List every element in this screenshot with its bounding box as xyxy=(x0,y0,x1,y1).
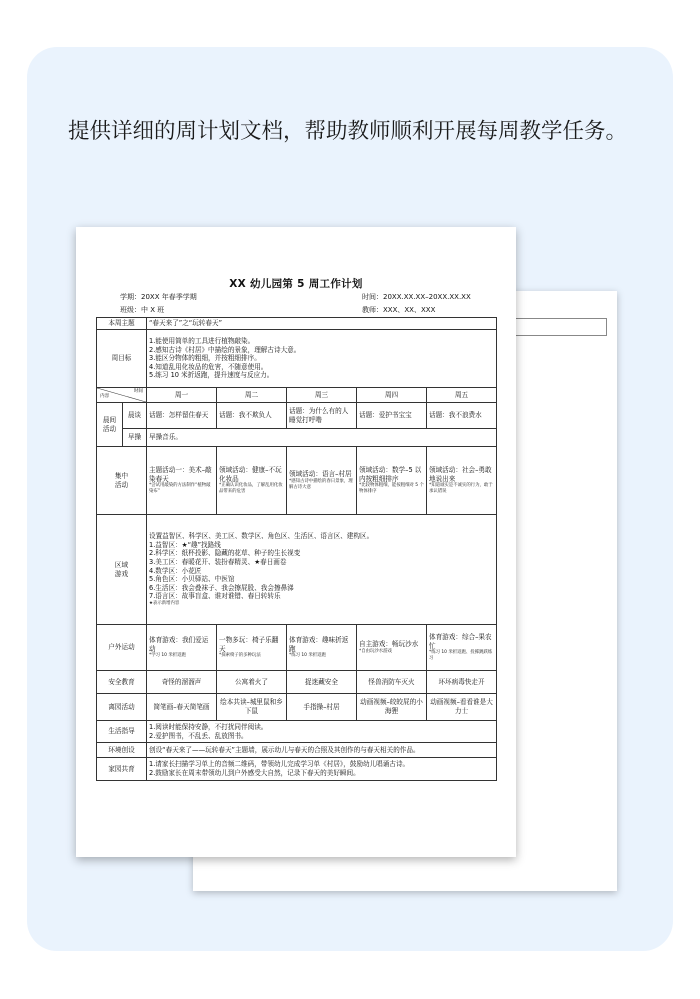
focus-note: *正确认识化妆品，了解乱用化妆品带来的危害 xyxy=(219,483,283,495)
outdoor-title: 自主游戏：畅玩沙水 xyxy=(359,640,419,649)
environment-row xyxy=(97,743,497,758)
outdoor-row xyxy=(97,625,497,671)
safety-cell: 奇怪的溜溜声 xyxy=(147,671,217,694)
focus-title: 领域活动：社会–勇敢地说出来 xyxy=(429,465,492,483)
environment-value: 创设“春天来了——玩转春天”主题墙，展示幼儿与春天的合照及其创作的与春天相关的作品。 xyxy=(147,743,497,758)
home-label: 家园共育 xyxy=(97,758,147,781)
safety-label: 安全教育 xyxy=(97,671,147,694)
morning-talk-cell: 话题：爱护书宝宝 xyxy=(357,403,427,429)
outdoor-note: *练习 10 米折返跑、投掷跳跃练习 xyxy=(429,650,493,662)
outdoor-title: 体育游戏：我们爱运动 xyxy=(149,635,209,653)
home-row xyxy=(97,758,497,781)
area-row xyxy=(97,515,497,625)
focus-cell xyxy=(217,447,287,515)
goal-item: 1.能使用简单的工具进行植物敲染。 xyxy=(149,337,255,346)
teacher-info: 教师：XXX、XX、XXX xyxy=(362,306,436,314)
term-info: 学期：20XX 年春季学期 xyxy=(120,293,197,301)
document-title: XX 幼儿园第 5 周工作计划 xyxy=(229,278,363,290)
goal-item: 5.练习 10 米折返跑，提升速度与反应力。 xyxy=(149,371,274,380)
goal-item: 3.能区分物体的粗细，并按粗细排序。 xyxy=(149,354,261,363)
focus-note: *尝试用敲染的方法制作“植物敲染布” xyxy=(149,483,211,495)
goals-label: 周目标 xyxy=(97,330,147,388)
area-item: 设置益智区、科学区、美工区、数学区、角色区、生活区、语言区、建构区。 xyxy=(149,532,374,541)
day-tuesday: 周二 xyxy=(217,388,287,403)
plan-table xyxy=(96,317,497,781)
leave-cell: 绘本共读–城里鼠和乡下鼠 xyxy=(217,694,287,721)
goal-item: 4.知道乱用化妆品的危害，不随意使用。 xyxy=(149,362,268,371)
leave-row xyxy=(97,694,497,721)
focus-note: *知道诚实是不诚实的行为，敢于承认错误 xyxy=(429,483,493,495)
outdoor-note: *自由玩沙水游戏 xyxy=(359,648,392,654)
focus-cell xyxy=(427,447,497,515)
leave-label: 离园活动 xyxy=(97,694,147,721)
morning-talk-row xyxy=(97,403,497,429)
day-friday: 周五 xyxy=(427,388,497,403)
area-note: ★表示新增内容 xyxy=(149,600,180,606)
day-monday: 周一 xyxy=(147,388,217,403)
focus-title: 领域活动：健康–不玩化妆品 xyxy=(219,465,282,483)
goal-item: 2.感知古诗《村居》中描绘的景象，理解古诗大意。 xyxy=(149,345,301,354)
area-item: 2.科学区：纸杯投影、隐藏的花草、种子的生长视变 xyxy=(149,549,301,558)
outdoor-title: 一物多玩：椅子乐翻天 xyxy=(219,635,279,653)
focus-note: *感知古诗中描绘的春日景象，理解古诗大意 xyxy=(289,478,353,490)
leave-cell: 动画视频–皎皎屁的小海狸 xyxy=(357,694,427,721)
theme-label: 本周主题 xyxy=(97,318,147,330)
outdoor-note: *学习 10 米折返跑 xyxy=(149,653,186,659)
life-item: 2.爱护图书，不乱丢、乱放图书。 xyxy=(149,731,248,740)
focus-row xyxy=(97,447,497,515)
safety-cell: 捉迷藏安全 xyxy=(287,671,357,694)
morning-exercise-row xyxy=(97,429,497,447)
focus-label: 集中 活动 xyxy=(97,447,147,515)
morning-talk-cell: 话题：为什么有的人睡觉打呼噜 xyxy=(287,403,357,429)
leave-cell: 手指操–村居 xyxy=(287,694,357,721)
area-item: 7.语言区：故事盲盒、谁对谁错、春日转转乐 xyxy=(149,592,281,601)
corner-time-label: 时间 xyxy=(133,389,143,394)
theme-value: “春天来了”之“玩转春天” xyxy=(147,318,497,330)
morning-talk-cell: 话题：我不浪费水 xyxy=(427,403,497,429)
safety-row xyxy=(97,671,497,694)
morning-talk-label: 晨谈 xyxy=(123,403,147,429)
focus-cell xyxy=(357,447,427,515)
weekly-plan-document xyxy=(76,227,516,857)
day-thursday: 周四 xyxy=(357,388,427,403)
safety-cell: 坏坏病毒快走开 xyxy=(427,671,497,694)
focus-title: 主题活动一：美术–敲染春天 xyxy=(149,465,212,483)
outdoor-cell xyxy=(427,625,497,671)
outdoor-title: 体育游戏：综合–果农忙 xyxy=(429,632,492,650)
leave-cell: 简笔画–春天简笔画 xyxy=(147,694,217,721)
home-list xyxy=(147,758,497,781)
headline-text: 提供详细的周计划文档，帮助教师顺利开展每周教学任务。 xyxy=(68,119,628,144)
focus-cell xyxy=(147,447,217,515)
area-item: 1.益智区：★“趣”找路线 xyxy=(149,540,221,549)
life-row xyxy=(97,721,497,743)
goals-row xyxy=(97,330,497,388)
area-item: 4.数学区：小花匠 xyxy=(149,566,202,575)
area-list xyxy=(147,515,497,625)
area-item: 5.角色区：小贝驿站、中医馆 xyxy=(149,575,235,584)
focus-note: *比较物体粗细，能按粗细对 5 个物体排序 xyxy=(359,483,424,495)
life-list xyxy=(147,721,497,743)
back-page-table-strip xyxy=(515,318,607,336)
life-label: 生活指导 xyxy=(97,721,147,743)
day-header-row xyxy=(97,388,497,403)
leave-cell: 动画视频–看看谁是大力士 xyxy=(427,694,497,721)
focus-cell xyxy=(287,447,357,515)
environment-label: 环境创设 xyxy=(97,743,147,758)
morning-label: 晨间 活动 xyxy=(97,403,123,447)
area-label: 区域 游戏 xyxy=(97,515,147,625)
safety-cell: 公寓着火了 xyxy=(217,671,287,694)
safety-cell: 怪兽消防车灭火 xyxy=(357,671,427,694)
home-item: 1.请家长扫描学习单上的音频二维码，带领幼儿完成学习单《村居》，鼓励幼儿唱诵古诗。 xyxy=(149,760,410,769)
time-info: 时间：20XX.XX.XX–20XX.XX.XX xyxy=(362,293,471,301)
outdoor-title: 体育游戏：趣味折返跑 xyxy=(289,635,349,653)
outdoor-label: 户外运动 xyxy=(97,625,147,671)
corner-cell xyxy=(97,388,147,403)
outdoor-note: *练习 10 米折返跑 xyxy=(289,653,326,659)
class-info: 班级：中 X 班 xyxy=(120,306,165,314)
theme-row xyxy=(97,318,497,330)
outdoor-cell xyxy=(217,625,287,671)
outdoor-cell xyxy=(147,625,217,671)
goals-list xyxy=(147,330,497,388)
focus-title: 领域活动：语言–村居 xyxy=(289,470,352,479)
home-item: 2.鼓励家长在周末带领幼儿到户外感受大自然，记录下春天的美好瞬间。 xyxy=(149,769,360,777)
morning-talk-cell: 话题：怎样留住春天 xyxy=(147,403,217,429)
area-item: 3.美工区：春暖花开、装扮春精灵、★春日画卷 xyxy=(149,557,287,566)
outdoor-cell xyxy=(357,625,427,671)
focus-title: 领域活动：数学–5 以内按粗细排序 xyxy=(359,465,422,483)
area-item: 6.生活区：我会叠袜子、我会擦屁股、我会擦鼻涕 xyxy=(149,583,294,592)
outdoor-cell xyxy=(287,625,357,671)
outdoor-note: *探索椅子的多种玩法 xyxy=(219,653,261,659)
day-wednesday: 周三 xyxy=(287,388,357,403)
morning-exercise-value: 早操音乐。 xyxy=(147,429,497,447)
morning-exercise-label: 早操 xyxy=(123,429,147,447)
morning-talk-cell: 话题：我不欺负人 xyxy=(217,403,287,429)
life-item: 1.阅读时能保持安静，不打扰同伴阅读。 xyxy=(149,722,268,731)
corner-content-label: 内容 xyxy=(100,394,110,400)
